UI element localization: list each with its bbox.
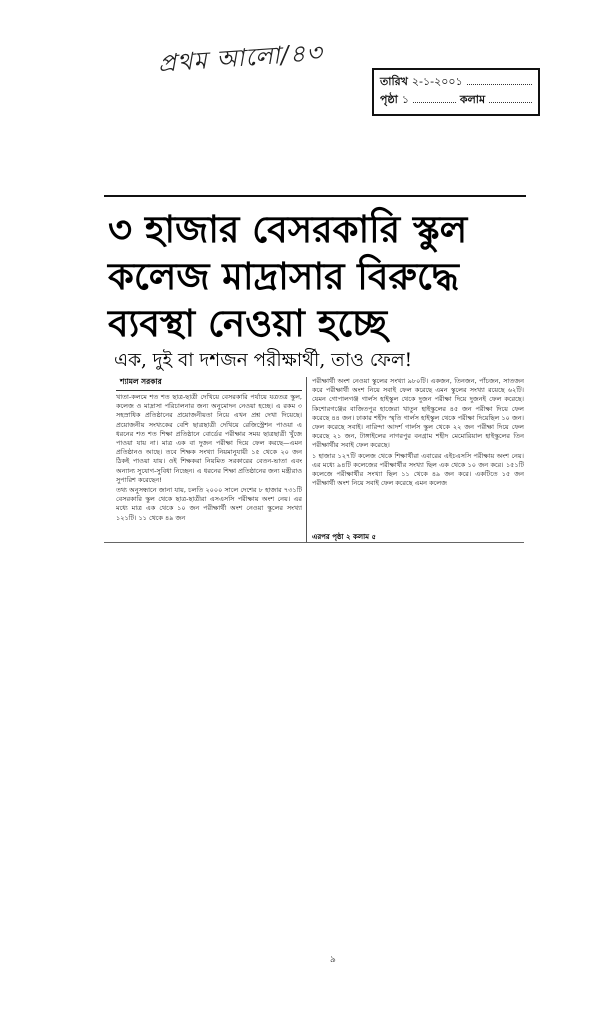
handwritten-note: প্রথম আলো/৪৩ [157, 38, 324, 78]
paragraph: খাতা-কলমে শত শত ছাত্র-ছাত্রী দেখিয়ে বেসরকারি পর্যায়ে যত্রতত্র স্কুল, কলেজ ও মাদ্রাসা পরিচালনার জন্য অনুমোদন নেওয়া হচ্ছে। এ রকম ৩ সহস্রাধিক প্রতিষ্ঠানের প্রয়োজনীয়তা নিয়ে এখন প্রশ্ন দেখা দিয়েছে। প্রয়োজনীয় সংখ্যকের বেশি ছাত্রছাত্রী দেখিয়ে রেজিস্ট্রেশন পাওয়া এ ধরনের শত শত শিক্ষা প্রতিষ্ঠানে বোর্ডের পরীক্ষার সময় ছাত্রছাত্রী খুঁজে পাওয়া যায় না। মাত্র এক বা দুজন পরীক্ষা দিয়ে ফেল করছে—এমন প্রতিষ্ঠানও আছে। তবে শিক্ষক সংখ্যা নিয়মানুযায়ী ১৫ থেকে ২০ জন ঠিকই পাওয়া যায়। ওই শিক্ষকরা নিয়মিত সরকারের বেতন-ভাতা এবং অন্যান্য সুযোগ-সুবিধা নিচ্ছেন। এ ধরনের শিক্ষা প্রতিষ্ঠানের জন্য মন্ত্রীরাও সুপারিশ করেছেন! [116, 393, 302, 484]
clipping-bottom-rule [104, 542, 524, 543]
stamp-page-value: ১ [401, 93, 409, 106]
paragraph: পরীক্ষার্থী অংশ নেওয়া স্কুলের সংখ্যা ৯৮০টি। একজন, তিনজন, পাঁচজন, সাতজন করে পরীক্ষার্থী অংশ নিয়ে সবাই ফেল করেছে এমন স্কুলের সংখ্যা রয়েছে ৬২টি। যেমন গোপালগঞ্জ গার্লস হাইস্কুল থেকে দুজন পরীক্ষা দিয়ে দুজনই ফেল করেছে। কিশোরগঞ্জের বাজিতপুর হাজেরা খাতুন হাইস্কুলের ৪৫ জন পরীক্ষা দিয়ে ফেল করেছে ৪৪ জন। ঢাকার শহীদ স্মৃতি গার্লস হাইস্কুল থেকে পরীক্ষা দিয়েছিল ১০ জন। ফেল করেছে সবাই। নারিন্দা আদর্শ গার্লস স্কুল থেকে ২২ জন পরীক্ষা দিয়ে ফেল করেছে ২১ জন, টাঙ্গাইলের নাগরপুর বনগ্রাম শহীদ মেমোরিয়াল হাইস্কুলের তিন পরীক্ষার্থীর সবাই ফেল করেছে। [312, 377, 524, 450]
stamp-date-value: ২-১-২০০১ [411, 75, 463, 88]
paragraph: তথ্য অনুসন্ধানে জানা যায়, চলতি ২০০০ সালে দেশের ৮ হাজার ৭৩১টি বেসরকারি স্কুল থেকে ছাত্র-ছাত্রীরা এসএসসি পরীক্ষায় অংশ নেয়। এর মধ্যে মাত্র এক থেকে ১০ জন পরীক্ষার্থী অংশ নেওয়া স্কুলের সংখ্যা ১২১টি। ১১ থেকে ৪৯ জন [116, 486, 302, 522]
article-column-right [312, 377, 524, 527]
column-divider [306, 377, 307, 542]
headline-line: ব্যবস্থা নেওয়া হচ্ছে [108, 301, 388, 345]
stamp-page-label: পৃষ্ঠা [380, 93, 398, 106]
article-column-left [116, 393, 302, 539]
margin-mark: ৯ [330, 955, 336, 965]
stamp-date-label: তারিখ [380, 75, 408, 88]
continuation-note: এরপর পৃষ্ঠা ২ কলাম ৫ [312, 533, 376, 541]
byline-rule [116, 390, 302, 391]
paragraph: ১ হাজার ১২৭টি কলেজ থেকে শিক্ষার্থীরা এবারের এইচএসসি পরীক্ষায় অংশ নেয়। এর মধ্যে ৯৪টি কলেজের পরীক্ষার্থীর সংখ্যা ছিল এক থেকে ১০ জন করে। ১৫১টি কলেজে পরীক্ষার্থীর সংখ্যা ছিল ১১ থেকে ৪৯ জন করে। একটিতে ১৫ জন পরীক্ষার্থী অংশ নিয়ে সবাই ফেল করেছে এমন কলেজ [312, 451, 524, 488]
article-subheadline: এক, দুই বা দশজন পরীক্ষার্থী, তাও ফেল! [114, 350, 413, 371]
stamp-column-label: কলাম [459, 93, 486, 106]
article-byline: শ্যামল সরকার [120, 377, 162, 386]
headline-line: ৩ হাজার বেসরকারি স্কুল [108, 207, 468, 251]
headline-line: কলেজ মাদ্রাসার বিরুদ্ধে [108, 254, 459, 298]
article-headline [108, 206, 528, 347]
date-stamp [372, 68, 540, 116]
stamp-column-dots [489, 91, 532, 103]
stamp-date-dots [467, 73, 532, 85]
stamp-page-dots [413, 91, 456, 103]
clipping-top-rule [104, 195, 526, 197]
